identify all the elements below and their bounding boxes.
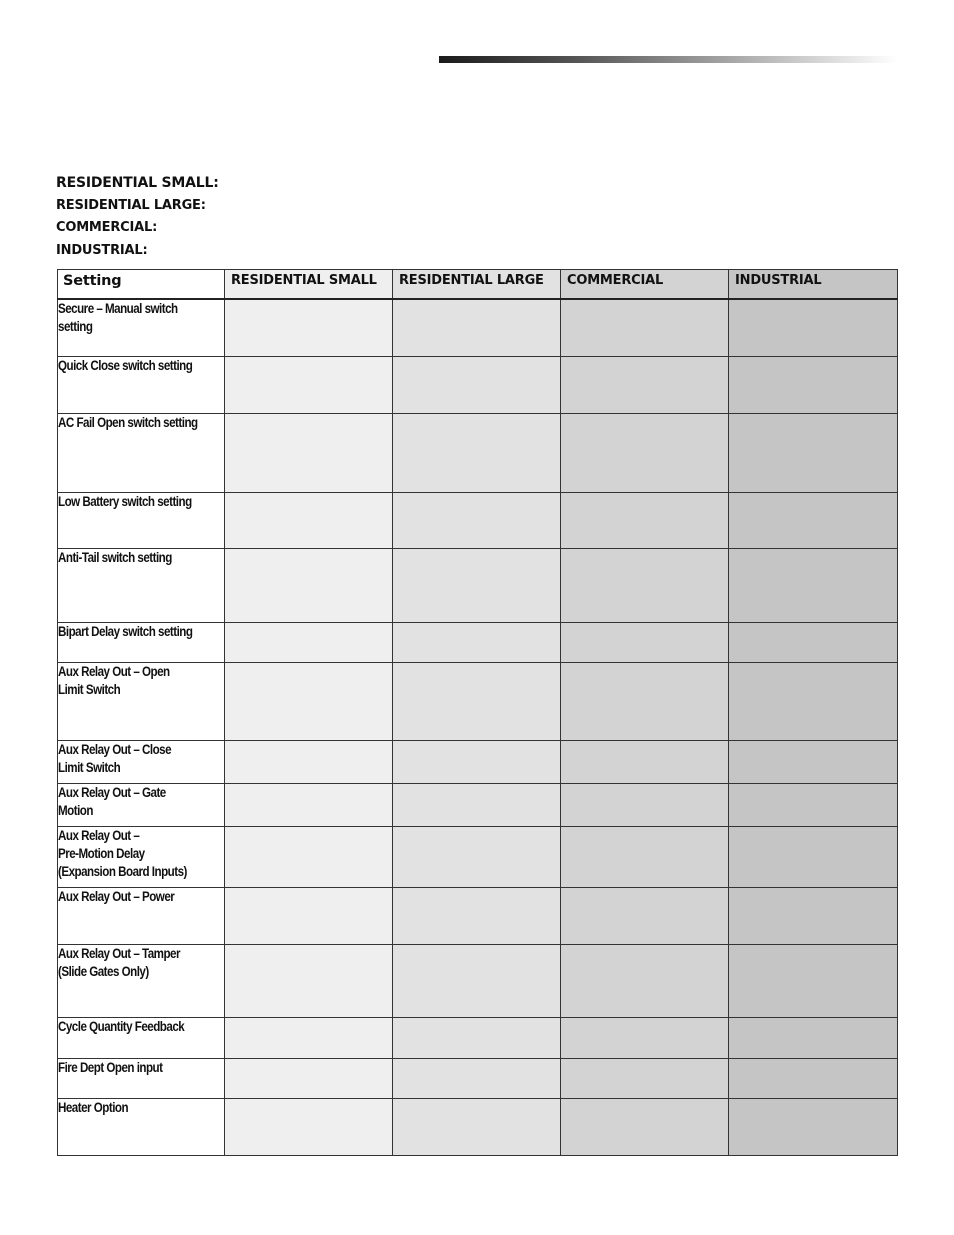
value-cell-commercial[interactable] bbox=[561, 413, 729, 492]
value-cell-residential-small[interactable] bbox=[225, 1098, 393, 1155]
value-cell-industrial[interactable] bbox=[729, 299, 898, 356]
column-header-commercial: COMMERCIAL bbox=[561, 270, 729, 300]
value-cell-residential-small[interactable] bbox=[225, 1017, 393, 1058]
value-cell-residential-small[interactable] bbox=[225, 548, 393, 622]
value-cell-industrial[interactable] bbox=[729, 492, 898, 548]
value-cell-residential-large[interactable] bbox=[393, 783, 561, 826]
value-cell-commercial[interactable] bbox=[561, 356, 729, 413]
value-cell-residential-large[interactable] bbox=[393, 740, 561, 783]
value-cell-residential-small[interactable] bbox=[225, 826, 393, 887]
row-label: Aux Relay Out – Power bbox=[58, 887, 225, 944]
value-cell-residential-large[interactable] bbox=[393, 356, 561, 413]
value-cell-residential-large[interactable] bbox=[393, 1017, 561, 1058]
value-cell-industrial[interactable] bbox=[729, 1058, 898, 1098]
value-cell-commercial[interactable] bbox=[561, 740, 729, 783]
value-cell-commercial[interactable] bbox=[561, 1058, 729, 1098]
gate-type-industrial: INDUSTRIAL: bbox=[56, 242, 148, 258]
row-label: Quick Close switch setting bbox=[58, 356, 225, 413]
table-row bbox=[58, 944, 898, 1017]
value-cell-residential-large[interactable] bbox=[393, 662, 561, 740]
table-row bbox=[58, 740, 898, 783]
table-row bbox=[58, 299, 898, 356]
value-cell-industrial[interactable] bbox=[729, 622, 898, 662]
value-cell-residential-small[interactable] bbox=[225, 740, 393, 783]
row-label: Aux Relay Out – Close Limit Switch bbox=[58, 740, 225, 783]
value-cell-industrial[interactable] bbox=[729, 887, 898, 944]
value-cell-commercial[interactable] bbox=[561, 299, 729, 356]
value-cell-residential-large[interactable] bbox=[393, 1098, 561, 1155]
value-cell-residential-small[interactable] bbox=[225, 887, 393, 944]
table-header-row bbox=[58, 270, 898, 300]
table-row bbox=[58, 887, 898, 944]
value-cell-commercial[interactable] bbox=[561, 548, 729, 622]
gate-type-commercial: COMMERCIAL: bbox=[56, 220, 158, 235]
value-cell-residential-large[interactable] bbox=[393, 492, 561, 548]
value-cell-industrial[interactable] bbox=[729, 662, 898, 740]
value-cell-residential-large[interactable] bbox=[393, 1058, 561, 1098]
value-cell-residential-small[interactable] bbox=[225, 662, 393, 740]
row-label: Aux Relay Out – Pre-Motion Delay (Expansion Board Inputs) bbox=[58, 826, 225, 887]
table-row bbox=[58, 1017, 898, 1058]
gate-type-residential-small: RESIDENTIAL SMALL: bbox=[56, 175, 219, 191]
value-cell-commercial[interactable] bbox=[561, 944, 729, 1017]
value-cell-industrial[interactable] bbox=[729, 740, 898, 783]
column-header-residential-large: RESIDENTIAL LARGE bbox=[393, 270, 561, 300]
table-row bbox=[58, 826, 898, 887]
value-cell-residential-large[interactable] bbox=[393, 622, 561, 662]
row-label: Heater Option bbox=[58, 1098, 225, 1155]
value-cell-industrial[interactable] bbox=[729, 1098, 898, 1155]
gate-type-residential-large: RESIDENTIAL LARGE: bbox=[56, 197, 206, 213]
value-cell-commercial[interactable] bbox=[561, 1017, 729, 1058]
column-header-residential-small: RESIDENTIAL SMALL bbox=[225, 270, 393, 300]
value-cell-commercial[interactable] bbox=[561, 826, 729, 887]
table-row bbox=[58, 1098, 898, 1155]
value-cell-residential-large[interactable] bbox=[393, 548, 561, 622]
value-cell-residential-small[interactable] bbox=[225, 1058, 393, 1098]
value-cell-residential-small[interactable] bbox=[225, 356, 393, 413]
row-label: Low Battery switch setting bbox=[58, 492, 225, 548]
row-label: Anti-Tail switch setting bbox=[58, 548, 225, 622]
value-cell-commercial[interactable] bbox=[561, 662, 729, 740]
value-cell-residential-large[interactable] bbox=[393, 887, 561, 944]
row-label: Aux Relay Out – Gate Motion bbox=[58, 783, 225, 826]
value-cell-commercial[interactable] bbox=[561, 1098, 729, 1155]
value-cell-residential-small[interactable] bbox=[225, 783, 393, 826]
value-cell-residential-large[interactable] bbox=[393, 413, 561, 492]
row-label: AC Fail Open switch setting bbox=[58, 413, 225, 492]
value-cell-industrial[interactable] bbox=[729, 356, 898, 413]
value-cell-industrial[interactable] bbox=[729, 944, 898, 1017]
value-cell-residential-large[interactable] bbox=[393, 944, 561, 1017]
column-header-setting: Setting bbox=[58, 270, 225, 300]
value-cell-commercial[interactable] bbox=[561, 783, 729, 826]
value-cell-commercial[interactable] bbox=[561, 622, 729, 662]
header-gradient-bar bbox=[439, 56, 897, 63]
row-label: Fire Dept Open input bbox=[58, 1058, 225, 1098]
table-row bbox=[58, 783, 898, 826]
value-cell-residential-small[interactable] bbox=[225, 413, 393, 492]
value-cell-residential-small[interactable] bbox=[225, 492, 393, 548]
value-cell-residential-small[interactable] bbox=[225, 299, 393, 356]
row-label: Secure – Manual switch setting bbox=[58, 299, 225, 356]
value-cell-commercial[interactable] bbox=[561, 492, 729, 548]
gate-type-list bbox=[56, 172, 219, 262]
value-cell-industrial[interactable] bbox=[729, 413, 898, 492]
row-label: Cycle Quantity Feedback bbox=[58, 1017, 225, 1058]
value-cell-residential-large[interactable] bbox=[393, 299, 561, 356]
table-row bbox=[58, 622, 898, 662]
value-cell-industrial[interactable] bbox=[729, 783, 898, 826]
row-label: Bipart Delay switch setting bbox=[58, 622, 225, 662]
value-cell-residential-small[interactable] bbox=[225, 944, 393, 1017]
value-cell-industrial[interactable] bbox=[729, 826, 898, 887]
row-label: Aux Relay Out – Open Limit Switch bbox=[58, 662, 225, 740]
table-row bbox=[58, 413, 898, 492]
settings-table bbox=[57, 269, 898, 1156]
table-row bbox=[58, 548, 898, 622]
row-label: Aux Relay Out – Tamper (Slide Gates Only) bbox=[58, 944, 225, 1017]
value-cell-residential-large[interactable] bbox=[393, 826, 561, 887]
table-row bbox=[58, 1058, 898, 1098]
value-cell-industrial[interactable] bbox=[729, 1017, 898, 1058]
table-row bbox=[58, 492, 898, 548]
table-row bbox=[58, 356, 898, 413]
value-cell-residential-small[interactable] bbox=[225, 622, 393, 662]
value-cell-commercial[interactable] bbox=[561, 887, 729, 944]
column-header-industrial: INDUSTRIAL bbox=[729, 270, 898, 300]
table-row bbox=[58, 662, 898, 740]
value-cell-industrial[interactable] bbox=[729, 548, 898, 622]
